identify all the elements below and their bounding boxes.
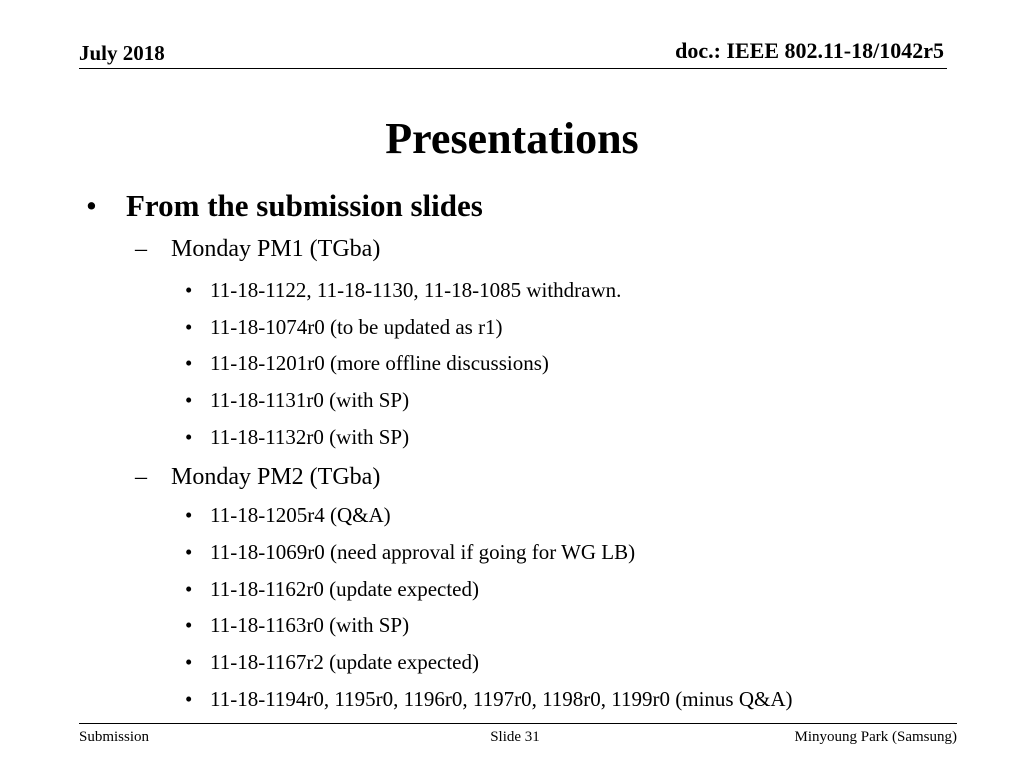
item-text: 11-18-1132r0 (with SP) — [210, 425, 410, 449]
bullet-dot-icon: • — [185, 351, 193, 375]
item-text: 11-18-1122, 11-18-1130, 11-18-1085 withdrawn. — [210, 278, 622, 302]
list-item — [185, 686, 792, 712]
list-item — [185, 277, 621, 303]
list-item — [185, 502, 391, 528]
dash-icon: – — [135, 464, 147, 490]
bullet-dot-icon: • — [185, 687, 193, 711]
item-text: 11-18-1205r4 (Q&A) — [210, 503, 391, 527]
bullet-level-1 — [86, 186, 483, 226]
bullet-dot-icon: • — [185, 425, 193, 449]
bullet-dot-icon: • — [185, 540, 193, 564]
bullet-dot-icon: • — [185, 613, 193, 637]
item-text: 11-18-1163r0 (with SP) — [210, 613, 410, 637]
list-item — [185, 539, 635, 565]
slide-title: Presentations — [385, 114, 639, 163]
list-item — [185, 314, 503, 340]
item-text: 11-18-1162r0 (update expected) — [210, 577, 480, 601]
session-heading-pm2 — [135, 462, 380, 492]
bullet-dot-icon: • — [185, 278, 193, 302]
footer-divider — [79, 723, 957, 724]
list-item — [185, 649, 479, 675]
list-item — [185, 576, 479, 602]
dash-icon: – — [135, 236, 147, 262]
bullet-dot-icon: • — [185, 577, 193, 601]
session-label: Monday PM2 (TGba) — [171, 464, 381, 490]
item-text: 11-18-1201r0 (more offline discussions) — [210, 351, 549, 375]
bullet-dot-icon: • — [185, 388, 193, 412]
slide-header-doc-id: doc.: IEEE 802.11-18/1042r5 — [675, 38, 944, 63]
bullet-dot-icon: • — [185, 315, 193, 339]
item-text: 11-18-1074r0 (to be updated as r1) — [210, 315, 503, 339]
footer-submission: Submission — [79, 729, 150, 745]
bullet-text: From the submission slides — [126, 188, 483, 223]
footer-slide-number: Slide 31 — [490, 729, 540, 745]
bullet-dot-icon: • — [185, 503, 193, 527]
item-text: 11-18-1069r0 (need approval if going for WG LB) — [210, 540, 636, 564]
list-item — [185, 350, 549, 376]
header-divider — [79, 68, 947, 69]
session-label: Monday PM1 (TGba) — [171, 236, 381, 262]
list-item — [185, 387, 409, 413]
item-text: 11-18-1194r0, 1195r0, 1196r0, 1197r0, 1198r0, 1199r0 (minus Q&A) — [210, 687, 793, 711]
bullet-dot-icon: • — [86, 188, 97, 223]
bullet-dot-icon: • — [185, 650, 193, 674]
footer-author: Minyoung Park (Samsung) — [794, 729, 957, 745]
item-text: 11-18-1131r0 (with SP) — [210, 388, 410, 412]
slide-header-date: July 2018 — [79, 41, 165, 65]
list-item — [185, 612, 409, 638]
list-item — [185, 424, 409, 450]
item-text: 11-18-1167r2 (update expected) — [210, 650, 480, 674]
session-heading-pm1 — [135, 234, 380, 264]
